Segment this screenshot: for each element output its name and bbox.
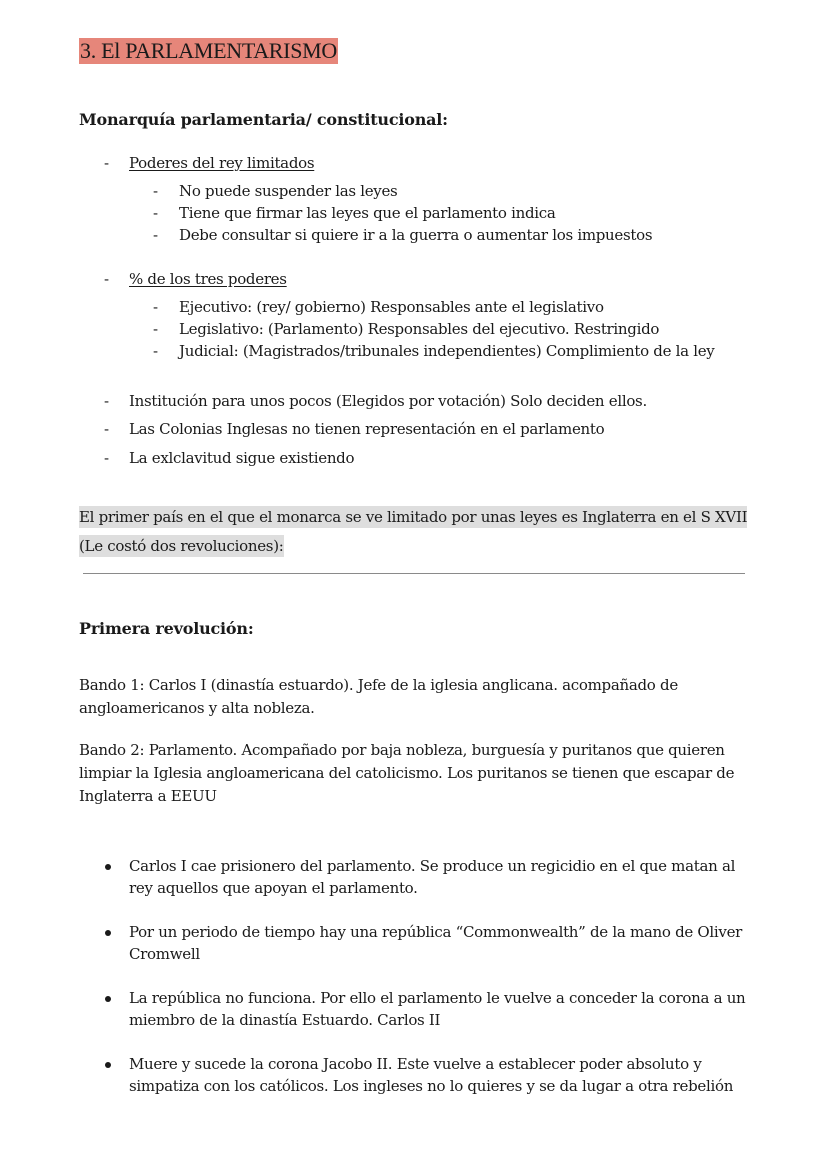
list-item: Muere y sucede la corona Jacobo II. Este vuelve a establecer poder absoluto y simpatiza con los católicos. Los ingleses no lo quieres y se da lugar a otra rebelión — [129, 1055, 734, 1095]
page-title: 3. El PARLAMENTARISMO — [80, 38, 337, 63]
dash-bullet: - — [153, 298, 159, 316]
list-item: Institución para unos pocos (Elegidos por votación) Solo deciden ellos. — [129, 392, 647, 410]
dash-bullet: - — [104, 270, 110, 288]
dash-bullet: - — [153, 204, 159, 222]
dash-bullet: - — [104, 154, 110, 172]
list-item: Judicial: (Magistrados/tribunales independientes) Complimiento de la ley — [179, 342, 715, 360]
list-item: Tiene que firmar las leyes que el parlamento indica — [179, 204, 556, 222]
dash-bullet: - — [104, 392, 110, 410]
section-heading-monarquia: Monarquía parlamentaria/ constitucional: — [79, 110, 448, 129]
list-item: Carlos I cae prisionero del parlamento. Se produce un regicidio en el que matan al rey aquellos que apoyan el parlamento. — [129, 857, 736, 897]
dash-bullet: - — [153, 342, 159, 360]
list-item: No puede suspender las leyes — [179, 182, 398, 200]
dash-bullet: - — [153, 182, 159, 200]
dash-bullet: - — [153, 226, 159, 244]
dash-bullet: - — [104, 449, 110, 467]
list-item: La república no funciona. Por ello el parlamento le vuelve a conceder la corona a un miembro de la dinastía Estuardo. Carlos II — [129, 989, 746, 1029]
paragraph-bando-1: Bando 1: Carlos I (dinastía estuardo). Jefe de la iglesia anglicana. acompañado de angloamericanos y alta nobleza. — [79, 676, 678, 717]
paragraph-bando-2: Bando 2: Parlamento. Acompañado por baja nobleza, burguesía y puritanos que quieren limpiar la Iglesia angloamericana del catolicismo. Los puritanos se tienen que escapar de Inglaterra a EEUU — [79, 741, 735, 805]
highlighted-statement-line2: (Le costó dos revoluciones): — [79, 537, 284, 555]
list-item: Las Colonias Inglesas no tienen representación en el parlamento — [129, 420, 605, 438]
list-item: Debe consultar si quiere ir a la guerra o aumentar los impuestos — [179, 226, 653, 244]
dash-bullet: - — [153, 320, 159, 338]
group-label-poderes: Poderes del rey limitados — [129, 154, 315, 172]
list-item: La exlclavitud sigue existiendo — [129, 449, 355, 467]
list-item: Ejecutivo: (rey/ gobierno) Responsables ante el legislativo — [179, 298, 604, 316]
horizontal-divider — [83, 573, 745, 574]
bullet-dot-icon — [105, 930, 111, 936]
section-heading-primera-revolucion: Primera revolución: — [79, 619, 254, 638]
group-label-poderes-tres: % de los tres poderes — [129, 270, 287, 288]
highlighted-statement-line1: El primer país en el que el monarca se ve limitado por unas leyes es Inglaterra en el S XVII — [79, 508, 748, 526]
bullet-dot-icon — [105, 864, 111, 870]
bullet-dot-icon — [105, 996, 111, 1002]
dash-bullet: - — [104, 420, 110, 438]
list-item: Legislativo: (Parlamento) Responsables del ejecutivo. Restringido — [179, 320, 660, 338]
list-item: Por un periodo de tiempo hay una república “Commonwealth” de la mano de Oliver Cromwell — [129, 923, 743, 963]
bullet-dot-icon — [105, 1062, 111, 1068]
